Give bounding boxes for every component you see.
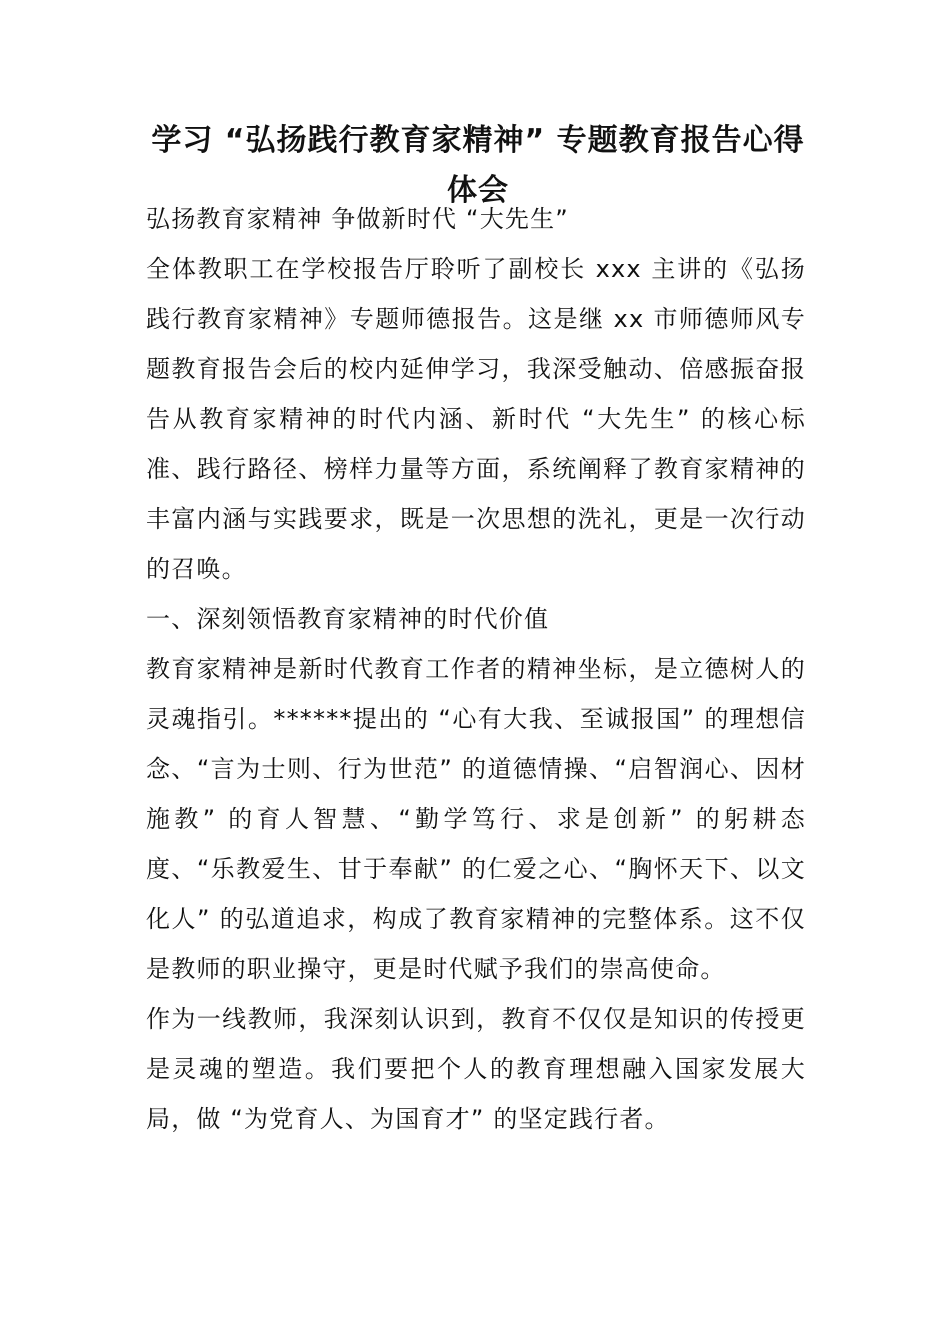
subtitle-paragraph: 弘扬教育家精神 争做新时代 “大先生” <box>146 205 569 233</box>
intro-paragraph: 全体教职工在学校报告厅聆听了副校长 xxx 主讲的《弘扬践行教育家精神》专题师德报告。这是继 xx 市师德师风专题教育报告会后的校内延伸学习，我深受触动、倍感振奋报告从教育家精神的时代内涵、新时代 “大先生” 的核心标准、践行路径、榜样力量等方面，系统阐释了教育家精神的丰富内涵与实践要求，既是一次思想的洗礼，更是一次行动的召唤。 <box>146 255 806 583</box>
document-body <box>146 194 806 1144</box>
section-heading: 一、深刻领悟教育家精神的时代价值 <box>146 605 550 633</box>
body-paragraph: 教育家精神是新时代教育工作者的精神坐标，是立德树人的灵魂指引。******提出的 “心有大我、至诚报国” 的理想信念、“言为士则、行为世范” 的道德情操、“启智润心、因材施教” 的育人智慧、“勤学笃行、求是创新” 的躬耕态度、“乐教爱生、甘于奉献” 的仁爱之心、“胸怀天下、以文化人” 的弘道追求，构成了教育家精神的完整体系。这不仅是教师的职业操守，更是时代赋予我们的崇高使命。 <box>146 655 806 983</box>
document-title: 学习 “弘扬践行教育家精神” 专题教育报告心得体会 <box>151 123 805 208</box>
body-paragraph: 作为一线教师，我深刻认识到，教育不仅仅是知识的传授更是灵魂的塑造。我们要把个人的教育理想融入国家发展大局，做 “为党育人、为国育才” 的坚定践行者。 <box>146 1005 806 1133</box>
